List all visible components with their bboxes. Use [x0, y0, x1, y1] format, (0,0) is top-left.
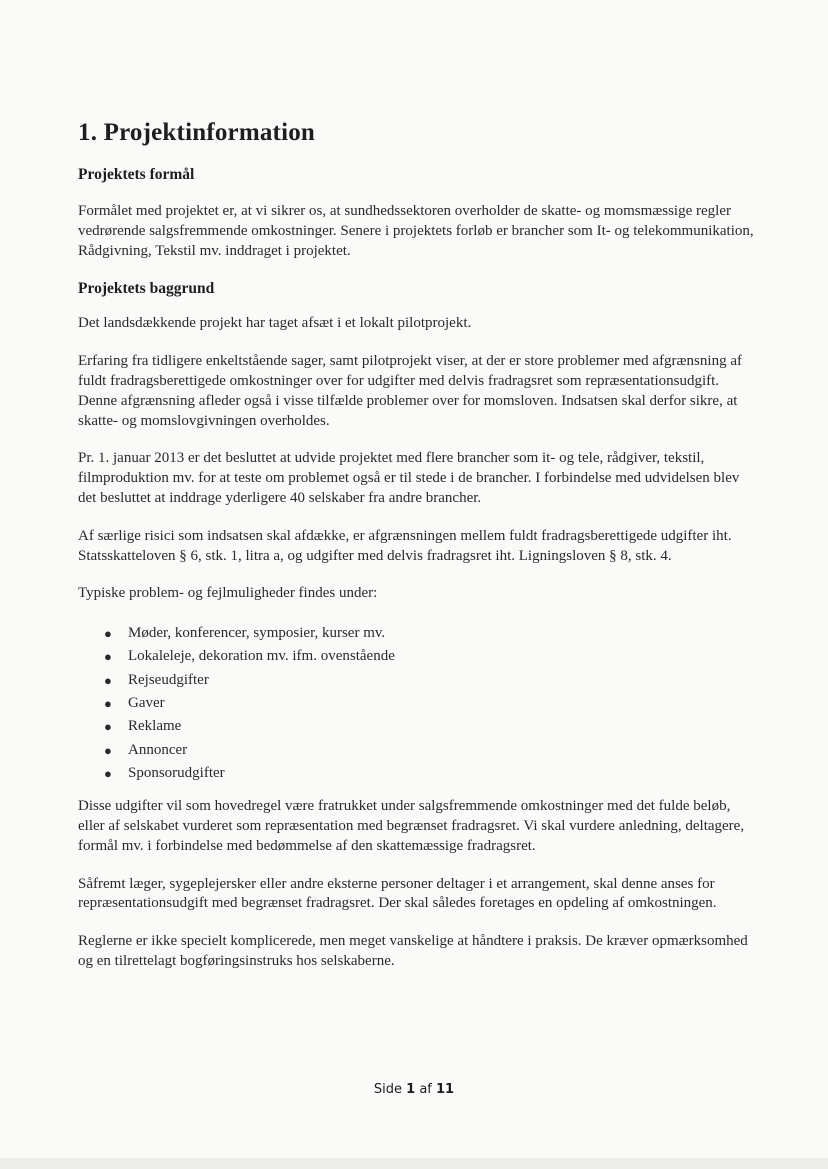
bullet-icon: ● — [104, 649, 112, 665]
list-item — [104, 739, 758, 762]
background-paragraph-3: Pr. 1. januar 2013 er det besluttet at udvide projektet med flere brancher som it- og tele, rådgiver, tekstil, filmproduktion mv. for at teste om problemet også er til stede i de brancher. I forbindelse med udvidelsen blev det besluttet at inddrage yderligere 40 selskaber fra andre brancher. — [78, 450, 740, 506]
footer-page-number: 1 — [406, 1082, 416, 1097]
list-item-text: Møder, konferencer, symposier, kurser mv. — [128, 625, 386, 642]
list-item — [104, 622, 758, 645]
bullet-icon: ● — [104, 626, 112, 642]
list-item-text: Gaver — [128, 695, 165, 712]
bullet-icon: ● — [104, 765, 112, 781]
list-intro-paragraph: Typiske problem- og fejlmuligheder findes under: — [78, 585, 378, 602]
list-item — [104, 645, 758, 668]
list-item-text: Reklame — [128, 718, 182, 735]
section-heading-purpose: Projektets formål — [78, 166, 195, 183]
list-item — [104, 715, 758, 738]
list-item-text: Annoncer — [128, 741, 188, 758]
bullet-icon: ● — [104, 696, 112, 712]
background-paragraph-2: Erfaring fra tidligere enkeltstående sager, samt pilotprojekt viser, at der er store problemer med afgrænsning af fuldt fradragsberettigede omkostninger over for udgifter med delvis fradragsret som repræsentationsudgift. Denne afgrænsning afleder også i visse tilfælde problemer over for momsloven. Indsatsen skal derfor sikre, at skatte- og momslovgivningen overholdes. — [78, 353, 742, 429]
background-paragraph-1: Det landsdækkende projekt har taget afsæt i et lokalt pilotprojekt. — [78, 315, 472, 332]
page-title: 1. Projektinformation — [78, 119, 316, 146]
purpose-paragraph: Formålet med projektet er, at vi sikrer os, at sundhedssektoren overholder de skatte- og momsmæssige regler vedrørende salgsfremmende omkostninger. Senere i projektets forløb er brancher som It- og telekommunikation, Rådgivning, Tekstil mv. inddraget i projektet. — [78, 203, 754, 259]
after-list-paragraph-2: Såfremt læger, sygeplejersker eller andre eksterne personer deltager i et arrangement, skal denne anses for repræsentationsudgift med begrænset fradragsret. Der skal således foretages en opdeling af omkostningen. — [78, 875, 717, 912]
list-item — [104, 762, 758, 785]
list-item — [104, 669, 758, 692]
bullet-icon: ● — [104, 719, 112, 735]
bullet-icon: ● — [104, 672, 112, 688]
page-bottom-edge — [0, 1158, 828, 1169]
background-paragraph-4: Af særlige risici som indsatsen skal afdække, er afgrænsningen mellem fuldt fradragsberettigede udgifter iht. Statsskatteloven § 6, stk. 1, litra a, og udgifter med delvis fradragsret iht. Ligningsloven § 8, stk. 4. — [78, 527, 732, 564]
problem-list — [78, 622, 758, 785]
bullet-icon: ● — [104, 742, 112, 758]
page-content — [78, 116, 758, 972]
list-item-text: Rejseudgifter — [128, 671, 209, 688]
list-item-text: Lokaleleje, dekoration mv. ifm. ovenstående — [128, 648, 395, 665]
list-item — [104, 692, 758, 715]
list-item-text: Sponsorudgifter — [128, 764, 225, 781]
footer-page-total: 11 — [436, 1082, 455, 1097]
after-list-paragraph-3: Reglerne er ikke specielt komplicerede, men meget vanskelige at håndtere i praksis. De kræver opmærksomhed og en tilrettelagt bogføringsinstruks hos selskaberne. — [78, 933, 748, 970]
page-footer — [0, 1082, 828, 1097]
after-list-paragraph-1: Disse udgifter vil som hovedregel være fratrukket under salgsfremmende omkostninger med det fulde beløb, eller af selskabet vurderet som repræsentation med begrænset fradragsret. Vi skal vurdere anledning, deltagere, formål mv. i forbindelse med bedømmelse af den skattemæssige fradragsret. — [78, 798, 745, 854]
footer-prefix: Side — [373, 1082, 402, 1097]
footer-middle: af — [419, 1082, 432, 1097]
section-heading-background: Projektets baggrund — [78, 280, 215, 298]
